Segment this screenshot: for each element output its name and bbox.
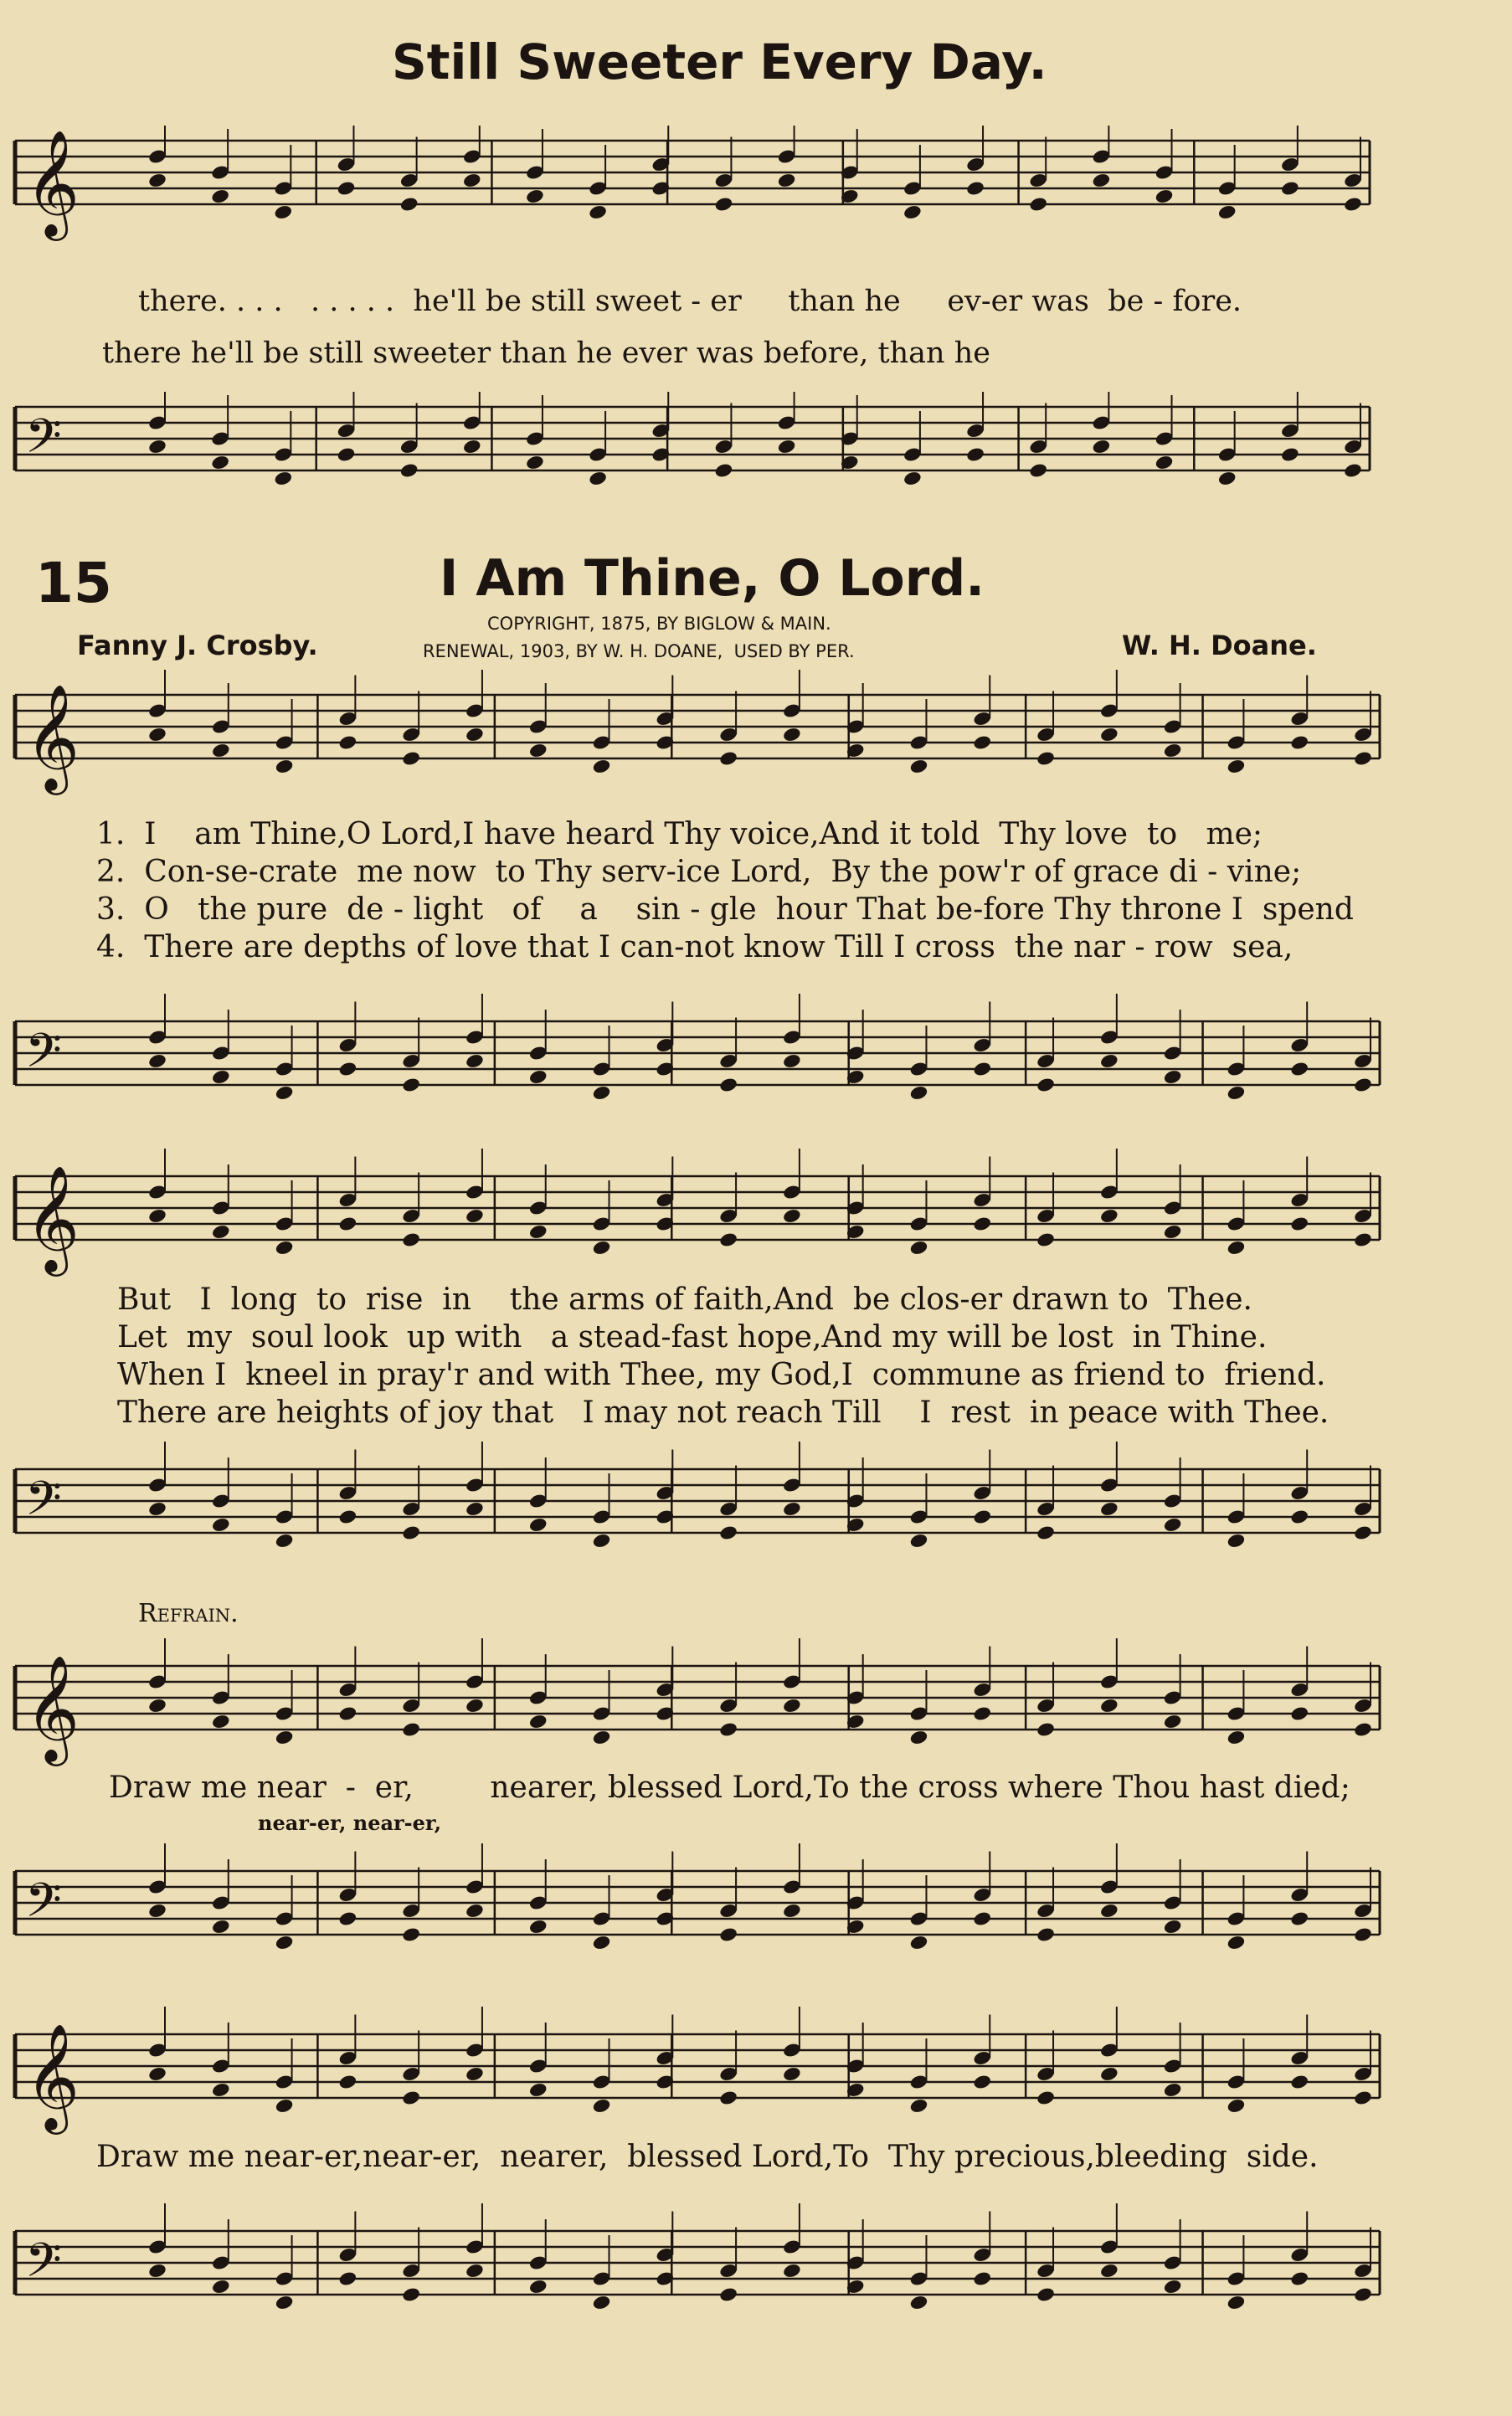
notehead — [338, 1910, 358, 1927]
notehead — [528, 1919, 548, 1935]
notehead — [1036, 1524, 1056, 1541]
notehead — [337, 180, 357, 197]
notehead — [401, 1077, 421, 1093]
verse2-lyric-b: Let my soul look up with a stead-fast hope,And my will be lost in Thine. — [117, 1320, 1268, 1355]
notehead — [1217, 470, 1237, 487]
notehead — [909, 1240, 929, 1257]
notehead — [528, 1714, 548, 1730]
bass-clef-icon: 𝄢 — [25, 1874, 62, 1940]
notehead — [401, 1926, 421, 1943]
notehead — [718, 1926, 738, 1943]
hymn-number: 15 — [35, 551, 112, 615]
notehead — [338, 2270, 358, 2287]
verse1-lyric-a: 1. I am Thine,O Lord,I have heard Thy voice,And it told Thy love to me; — [96, 817, 1263, 851]
copyright-line-1: COPYRIGHT, 1875, BY BIGLOW & MAIN. — [487, 614, 831, 634]
notehead — [1353, 750, 1373, 767]
notehead — [972, 1910, 992, 1927]
notehead — [1280, 180, 1300, 197]
notehead — [718, 1721, 738, 1738]
notehead — [338, 2074, 358, 2090]
notehead — [972, 734, 992, 751]
notehead — [465, 1053, 485, 1070]
treble-clef-icon: 𝄞 — [25, 1654, 80, 1761]
notehead — [465, 2066, 485, 2083]
notehead — [1289, 2074, 1309, 2090]
notehead — [592, 1085, 612, 1102]
notehead — [211, 2279, 231, 2295]
notehead — [1099, 2263, 1119, 2280]
notehead — [1092, 172, 1112, 189]
refrain-label: Refrain. — [138, 1599, 239, 1628]
notehead — [211, 1517, 231, 1534]
notehead — [462, 172, 482, 189]
notehead — [1092, 439, 1112, 455]
notehead — [275, 1935, 295, 1951]
notehead — [909, 2098, 929, 2115]
notehead — [465, 1208, 485, 1225]
notehead — [909, 1935, 929, 1951]
notehead — [1099, 1053, 1119, 1070]
notehead — [528, 743, 548, 759]
notehead — [1028, 462, 1048, 479]
notehead — [1227, 2295, 1247, 2311]
notehead — [592, 1240, 612, 1257]
notehead — [210, 188, 230, 205]
notehead — [714, 196, 734, 213]
notehead — [210, 455, 230, 471]
notehead — [211, 1069, 231, 1086]
notehead — [275, 1730, 295, 1746]
notehead — [528, 2082, 548, 2099]
notehead — [909, 1533, 929, 1550]
notehead — [903, 204, 923, 221]
notehead — [909, 758, 929, 775]
prev-lyric-line-2: there he'll be still sweeter than he ever was before, than he — [102, 337, 990, 370]
notehead — [1036, 750, 1056, 767]
notehead — [1099, 1903, 1119, 1920]
notehead — [1353, 1077, 1373, 1093]
notehead — [275, 1533, 295, 1550]
notehead — [782, 727, 802, 743]
notehead — [528, 1517, 548, 1534]
prev-bass-staff — [0, 392, 1512, 559]
notehead — [211, 743, 231, 759]
notehead — [1163, 1224, 1183, 1241]
notehead — [338, 1705, 358, 1722]
notehead — [401, 2286, 421, 2303]
copyright-line-2: RENEWAL, 1903, BY W. H. DOANE, USED BY PER. — [423, 641, 855, 661]
author: Fanny J. Crosby. — [77, 630, 318, 661]
notehead — [782, 2263, 802, 2280]
notehead — [338, 1061, 358, 1077]
notehead — [1099, 727, 1119, 743]
notehead — [718, 2286, 738, 2303]
notehead — [401, 1721, 421, 1738]
notehead — [338, 1216, 358, 1232]
refrain-echo: near-er, near-er, — [258, 1811, 442, 1835]
notehead — [275, 2098, 295, 2115]
notehead — [1036, 2090, 1056, 2106]
notehead — [588, 470, 608, 487]
refrain-lyric-1: Draw me near - er, nearer, blessed Lord,To the cross where Thou hast died; — [109, 1771, 1350, 1805]
notehead — [1099, 1501, 1119, 1518]
notehead — [1227, 1240, 1247, 1257]
notehead — [399, 462, 419, 479]
notehead — [718, 1524, 738, 1541]
notehead — [909, 1730, 929, 1746]
notehead — [1227, 1730, 1247, 1746]
notehead — [147, 2263, 167, 2280]
notehead — [777, 172, 797, 189]
prev-hymn-title: Still Sweeter Every Day. — [392, 33, 1047, 90]
refrain-lyric-2: Draw me near-er,near-er, nearer, blessed Lord,To Thy precious,bleeding side. — [96, 2140, 1319, 2174]
notehead — [1036, 1077, 1056, 1093]
notehead — [909, 2295, 929, 2311]
notehead — [1036, 1926, 1056, 1943]
notehead — [1036, 1231, 1056, 1248]
notehead — [592, 758, 612, 775]
notehead — [777, 439, 797, 455]
notehead — [1343, 462, 1363, 479]
notehead — [714, 462, 734, 479]
notehead — [1227, 1533, 1247, 1550]
notehead — [965, 446, 985, 463]
notehead — [972, 1509, 992, 1525]
notehead — [1289, 1216, 1309, 1232]
notehead — [337, 446, 357, 463]
notehead — [1155, 188, 1175, 205]
notehead — [718, 1077, 738, 1093]
notehead — [972, 1216, 992, 1232]
notehead — [1099, 1208, 1119, 1225]
notehead — [718, 750, 738, 767]
notehead — [782, 1903, 802, 1920]
notehead — [1353, 2286, 1373, 2303]
notehead — [401, 1524, 421, 1541]
notehead — [1217, 204, 1237, 221]
notehead — [1163, 1714, 1183, 1730]
notehead — [401, 750, 421, 767]
notehead — [972, 2270, 992, 2287]
notehead — [528, 1069, 548, 1086]
notehead — [592, 1533, 612, 1550]
notehead — [211, 1224, 231, 1241]
notehead — [338, 1509, 358, 1525]
notehead — [588, 204, 608, 221]
notehead — [465, 1903, 485, 1920]
notehead — [211, 1919, 231, 1935]
verse1-lyric-b: But I long to rise in the arms of faith,And be clos-er drawn to Thee. — [117, 1283, 1252, 1317]
notehead — [972, 1061, 992, 1077]
notehead — [972, 2074, 992, 2090]
verse4-lyric-b: There are heights of joy that I may not reach Till I rest in peace with Thee. — [117, 1396, 1329, 1430]
notehead — [525, 455, 545, 471]
notehead — [1289, 1509, 1309, 1525]
notehead — [1163, 2279, 1183, 2295]
composer: W. H. Doane. — [1122, 630, 1317, 661]
notehead — [903, 470, 923, 487]
refrain2-bass-staff — [0, 2189, 1512, 2373]
prev-lyric-line-1: there. . . . . . . . . he'll be still sweet - er than he ev-er was be - fore. — [138, 285, 1242, 318]
notehead — [1163, 1919, 1183, 1935]
notehead — [1353, 1721, 1373, 1738]
bass-clef-icon: 𝄢 — [25, 409, 62, 475]
notehead — [1028, 196, 1048, 213]
notehead — [592, 2295, 612, 2311]
notehead — [1353, 1926, 1373, 1943]
notehead — [401, 2090, 421, 2106]
notehead — [147, 1208, 167, 1225]
notehead — [465, 2263, 485, 2280]
notehead — [147, 1501, 167, 1518]
notehead — [1227, 2098, 1247, 2115]
notehead — [1289, 1910, 1309, 1927]
prev-treble-staff — [0, 126, 1512, 293]
notehead — [462, 439, 482, 455]
notehead — [1099, 1698, 1119, 1714]
notehead — [1289, 1061, 1309, 1077]
notehead — [465, 727, 485, 743]
notehead — [782, 1053, 802, 1070]
notehead — [147, 1903, 167, 1920]
notehead — [401, 1231, 421, 1248]
notehead — [592, 1935, 612, 1951]
bass-clef-icon: 𝄢 — [25, 2234, 62, 2300]
bass-clef-icon: 𝄢 — [25, 1024, 62, 1090]
treble-clef-icon: 𝄞 — [25, 2023, 80, 2130]
notehead — [1163, 1069, 1183, 1086]
notehead — [1289, 734, 1309, 751]
notehead — [782, 1208, 802, 1225]
notehead — [1036, 1721, 1056, 1738]
notehead — [718, 2090, 738, 2106]
verse3-lyric-a: 3. O the pure de - light of a sin - gle hour That be-fore Thy throne I spend — [96, 892, 1354, 927]
refrain1-bass-staff — [0, 1825, 1512, 2009]
notehead — [1280, 446, 1300, 463]
bass-clef-icon: 𝄢 — [25, 1472, 62, 1538]
notehead — [211, 2082, 231, 2099]
notehead — [147, 172, 167, 189]
notehead — [465, 1698, 485, 1714]
notehead — [909, 1085, 929, 1102]
hymn-title: I Am Thine, O Lord. — [440, 549, 985, 608]
notehead — [275, 758, 295, 775]
notehead — [1163, 743, 1183, 759]
notehead — [147, 2066, 167, 2083]
notehead — [275, 2295, 295, 2311]
treble-clef-icon: 𝄞 — [25, 1164, 80, 1272]
notehead — [1289, 2270, 1309, 2287]
notehead — [1155, 455, 1175, 471]
notehead — [275, 1240, 295, 1257]
notehead — [147, 1053, 167, 1070]
notehead — [592, 2098, 612, 2115]
verse4-lyric-a: 4. There are depths of love that I can-not know Till I cross the nar - row sea, — [96, 930, 1293, 964]
system1-bass-staff — [0, 971, 1512, 1155]
notehead — [211, 1714, 231, 1730]
verse2-lyric-a: 2. Con-se-crate me now to Thy serv-ice Lord, By the pow'r of grace di - vine; — [96, 855, 1302, 889]
notehead — [528, 2279, 548, 2295]
notehead — [1227, 758, 1247, 775]
treble-clef-icon: 𝄞 — [25, 129, 80, 236]
notehead — [1163, 2082, 1183, 2099]
notehead — [147, 439, 167, 455]
notehead — [1163, 1517, 1183, 1534]
notehead — [1227, 1085, 1247, 1102]
notehead — [1353, 2090, 1373, 2106]
system2-bass-staff — [0, 1432, 1512, 1616]
notehead — [972, 1705, 992, 1722]
notehead — [592, 1730, 612, 1746]
treble-clef-icon: 𝄞 — [25, 683, 80, 790]
notehead — [782, 1698, 802, 1714]
notehead — [1099, 2066, 1119, 2083]
notehead — [275, 1085, 295, 1102]
notehead — [965, 180, 985, 197]
notehead — [465, 1501, 485, 1518]
notehead — [1343, 196, 1363, 213]
verse3-lyric-b: When I kneel in pray'r and with Thee, my God,I commune as friend to friend. — [117, 1358, 1326, 1392]
notehead — [274, 204, 294, 221]
notehead — [399, 196, 419, 213]
notehead — [274, 470, 294, 487]
notehead — [1036, 2286, 1056, 2303]
notehead — [782, 1501, 802, 1518]
notehead — [718, 1231, 738, 1248]
notehead — [525, 188, 545, 205]
notehead — [782, 2066, 802, 2083]
notehead — [1289, 1705, 1309, 1722]
notehead — [338, 734, 358, 751]
notehead — [1353, 1524, 1373, 1541]
notehead — [1227, 1935, 1247, 1951]
notehead — [528, 1224, 548, 1241]
notehead — [147, 727, 167, 743]
notehead — [147, 1698, 167, 1714]
notehead — [1353, 1231, 1373, 1248]
